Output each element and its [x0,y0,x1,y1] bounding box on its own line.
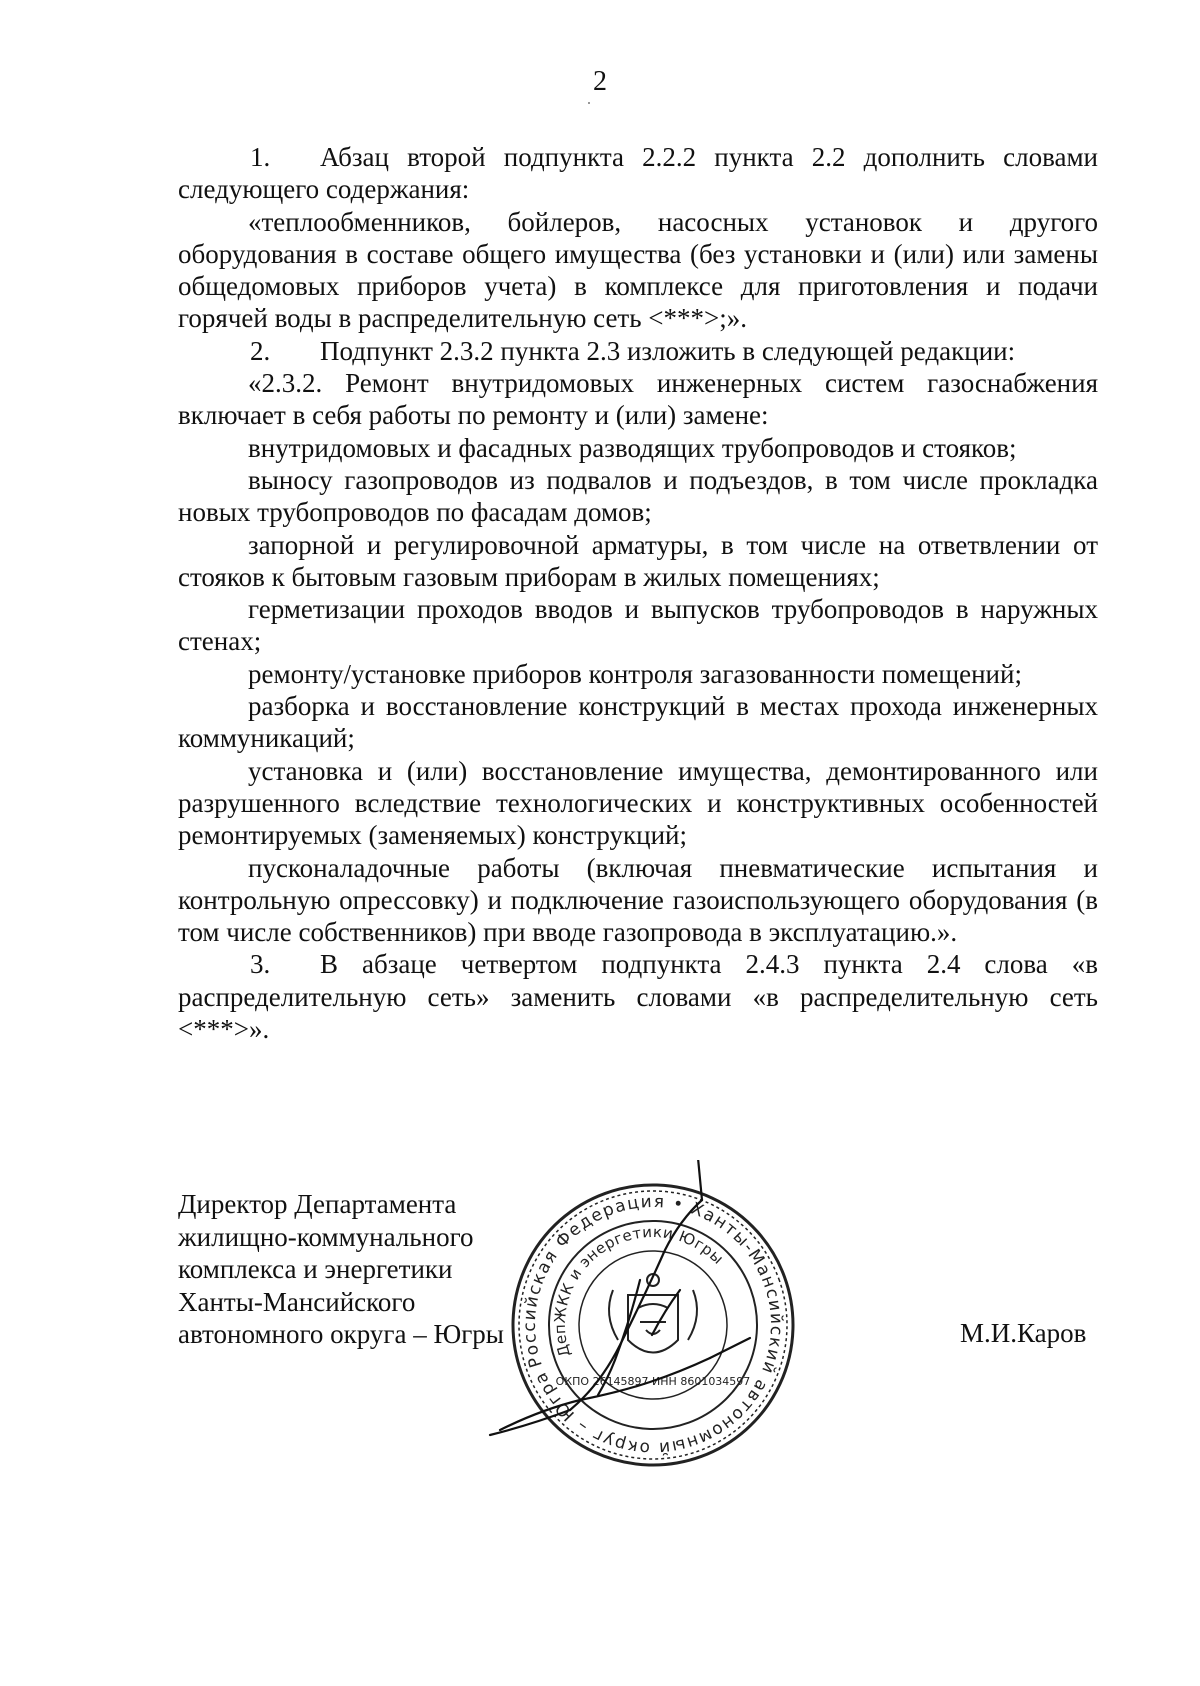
handwritten-signature [480,1160,780,1460]
paragraph: выносу газопроводов из подвалов и подъездов, в том числе прокладка новых трубопроводов по фасадам домов; [178,464,1098,528]
paragraph-item-3 [178,948,1098,1045]
signatory-title-line: Ханты-Мансийского [178,1286,416,1317]
paragraph: «теплообменников, бойлеров, насосных установок и другого оборудования в составе общего имущества (без установки и (или) или замены общедомовых приборов учета) в комплексе для приготовления и подачи горячей воды в распределительную сеть <***>;». [178,206,1098,334]
paragraph-item-1 [178,141,1098,206]
signer-name: М.И.Каров [960,1318,1087,1348]
paragraph: разборка и восстановление конструкций в местах прохода инженерных коммуникаций; [178,691,1098,754]
paragraph: внутридомовых и фасадных разводящих трубопроводов и стояков; [248,432,1017,463]
signatory-title-line: комплекса и энергетики [178,1254,453,1284]
paragraph: пусконаладочные работы (включая пневматические испытания и контрольную опрессовку) и подключение газоиспользующего оборудования (в том числе собственников) при вводе газопровода в эксплуатацию.». [178,852,1098,948]
signatory-title-line: Директор Департамента [178,1189,457,1219]
paragraph: ремонту/установке приборов контроля загазованности помещений; [248,658,1022,689]
scan-speck [588,102,590,104]
item-number: 3. [250,949,271,980]
paragraph: герметизации проходов вводов и выпусков трубопроводов в наружных стенах; [178,594,1098,657]
paragraph-item-2 [178,335,1098,367]
paragraph: «2.3.2. Ремонт внутридомовых инженерных систем газоснабжения включает в себя работы по ремонту и (или) замене: [178,368,1098,431]
seal-inner-text: ДепЖКК и энергетики Югры [550,1222,728,1360]
paragraph-text: Подпункт 2.3.2 пункта 2.3 изложить в следующей редакции: [320,335,1016,366]
item-number: 2. [250,335,271,366]
document-body [178,141,1098,1045]
seal-codes-text: ОКПО 26145897 ИНН 8601034597 [555,1375,751,1388]
signatory-title [178,1188,504,1351]
paragraph-text: В абзаце четвертом подпункта 2.4.3 пункта 2.4 слова «в распределительную сеть» заменить словами «в распределительную сеть <***>». [178,949,1098,1045]
paragraph: запорной и регулировочной арматуры, в том числе на ответвлении от стояков к бытовым газовым приборам в жилых помещениях; [178,529,1098,592]
signatory-title-line: жилищно-коммунального [178,1221,474,1252]
page-number: 2 [593,66,607,97]
paragraph: установка и (или) восстановление имущества, демонтированного или разрушенного вследствие технологических и конструктивных особенностей ремонтируемых (заменяемых) конструкций; [178,755,1098,851]
seal-outer-text: Российская Федерация • Ханты-Мансийский автономный округ – Югра [519,1191,787,1459]
item-number: 1. [250,142,271,172]
paragraph-text: Абзац второй подпункта 2.2.2 пункта 2.2 дополнить словами следующего содержания: [178,142,1098,205]
signatory-title-line: автономного округа – Югры [178,1319,504,1349]
